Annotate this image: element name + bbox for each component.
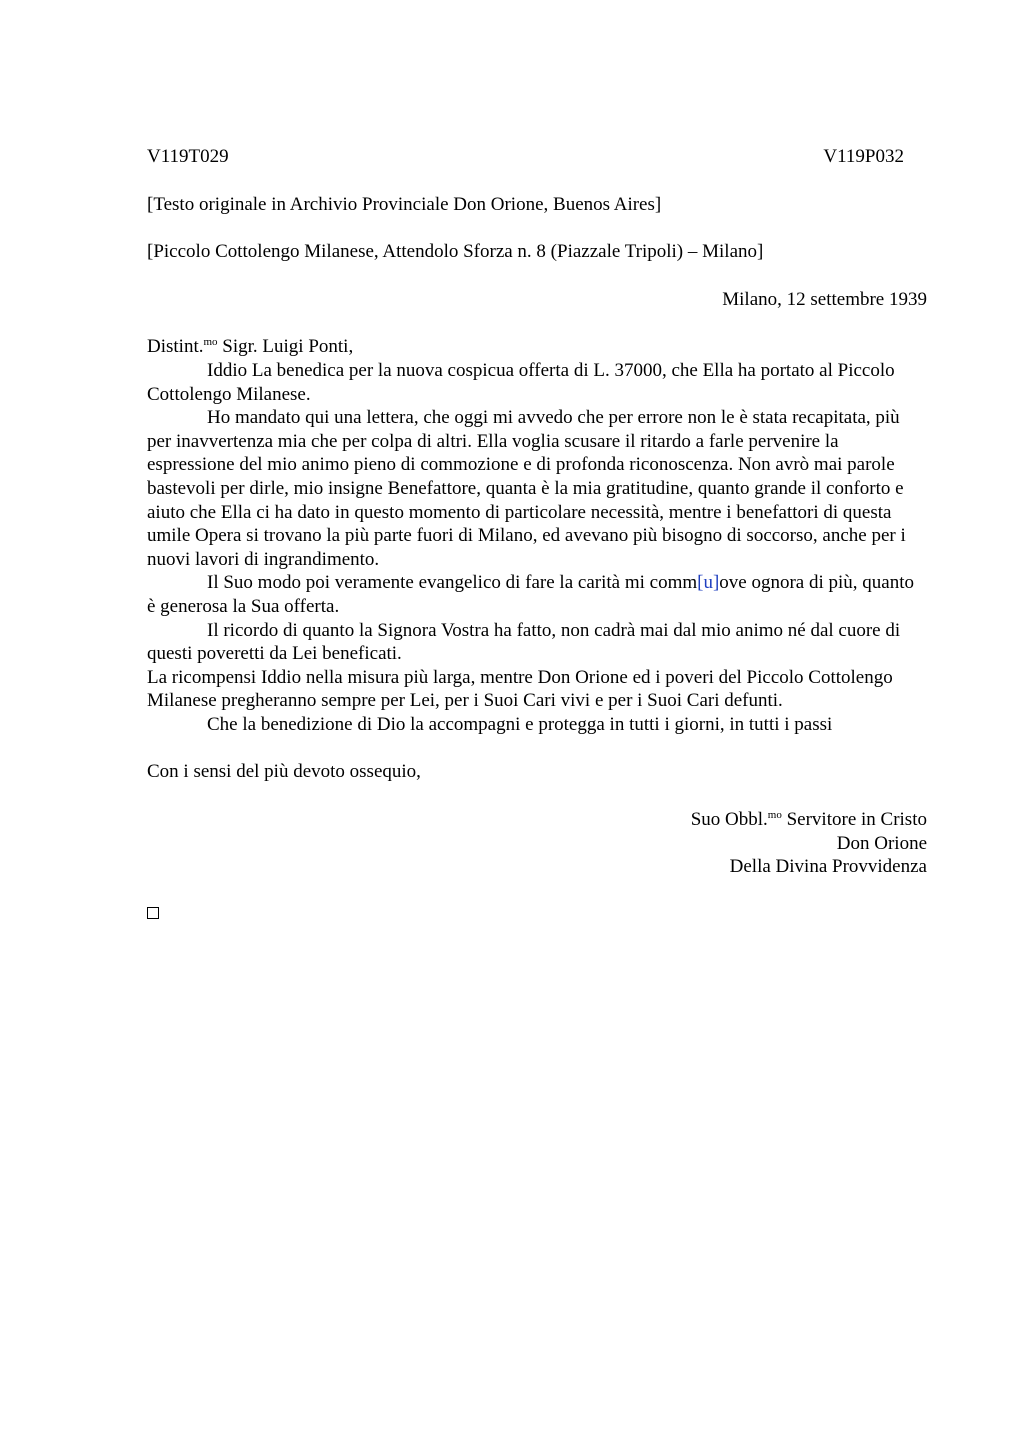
letter-page xyxy=(147,145,927,919)
signature-line-3: Della Divina Provvidenza xyxy=(729,856,927,878)
paragraph-6: Che la benedizione di Dio la accompagni e protegga in tutti i giorni, in tutti i passi xyxy=(207,713,833,735)
paragraph-3 xyxy=(147,571,927,618)
salutation-prefix: Distint. xyxy=(147,336,204,358)
editorial-insert: [u] xyxy=(697,572,720,594)
signature-rest: Servitore in Cristo xyxy=(781,809,927,831)
salutation-sup: mo xyxy=(203,336,218,349)
address-note: [Piccolo Cottolengo Milanese, Attendolo Sforza n. 8 (Piazzale Tripoli) – Milano] xyxy=(147,241,764,263)
paragraph-4: Il ricordo di quanto la Signora Vostra ha fatto, non cadrà mai dal mio animo né dal cuore di questi poveretti da Lei beneficati. xyxy=(147,619,901,665)
signature-line-2: Don Orione xyxy=(836,832,927,854)
source-note: [Testo originale in Archivio Provinciale Don Orione, Buenos Aires] xyxy=(147,193,662,215)
signature-prefix: Suo Obbl. xyxy=(690,809,768,831)
end-square-icon xyxy=(147,907,159,919)
date-line: Milano, 12 settembre 1939 xyxy=(722,288,927,310)
signature-sup: mo xyxy=(767,809,782,822)
code-left: V119T029 xyxy=(147,146,229,167)
paragraph-3-end: ove ognora di più, quanto è generosa la Sua offerta. xyxy=(147,572,915,617)
signature-line-1 xyxy=(147,808,927,832)
paragraph-2: Ho mandato qui una lettera, che oggi mi avvedo che per errore non le è stata recapitata, più per inavvertenza mia che per colpa di altri. Ella voglia scusare il ritardo a farle pervenire la espressione del mio animo pieno di commozione e di profonda riconoscenza. Non avrò mai parole bastevoli per dirle, mio insigne Benefattore, quanta è la mia gratitudine, quanto grande il conforto e aiuto che Ella ci ha dato in questo momento di particolare necessità, mentre i benefattori di questa umile Opera si trovano la più parte fuori di Milano, ed avevano più bisogno di soccorso, anche per i nuovi lavori di ingrandimento. xyxy=(147,407,906,570)
signature-block xyxy=(147,808,927,879)
paragraph-3-start: Il Suo modo poi veramente evangelico di fare la carità mi comm xyxy=(207,572,698,594)
paragraph-1: Iddio La benedica per la nuova cospicua offerta di L. 37000, che Ella ha portato al Piccolo Cottolengo Milanese. xyxy=(147,359,895,405)
salutation xyxy=(147,335,927,359)
closing-line: Con i sensi del più devoto ossequio, xyxy=(147,761,421,783)
document-codes xyxy=(147,145,904,169)
code-right: V119P032 xyxy=(823,146,904,167)
paragraph-5: La ricompensi Iddio nella misura più larga, mentre Don Orione ed i poveri del Piccolo Cottolengo Milanese pregheranno sempre per Lei, per i Suoi Cari vivi e per i Suoi Cari defunti. xyxy=(147,666,893,712)
salutation-rest: Sigr. Luigi Ponti, xyxy=(217,336,354,358)
